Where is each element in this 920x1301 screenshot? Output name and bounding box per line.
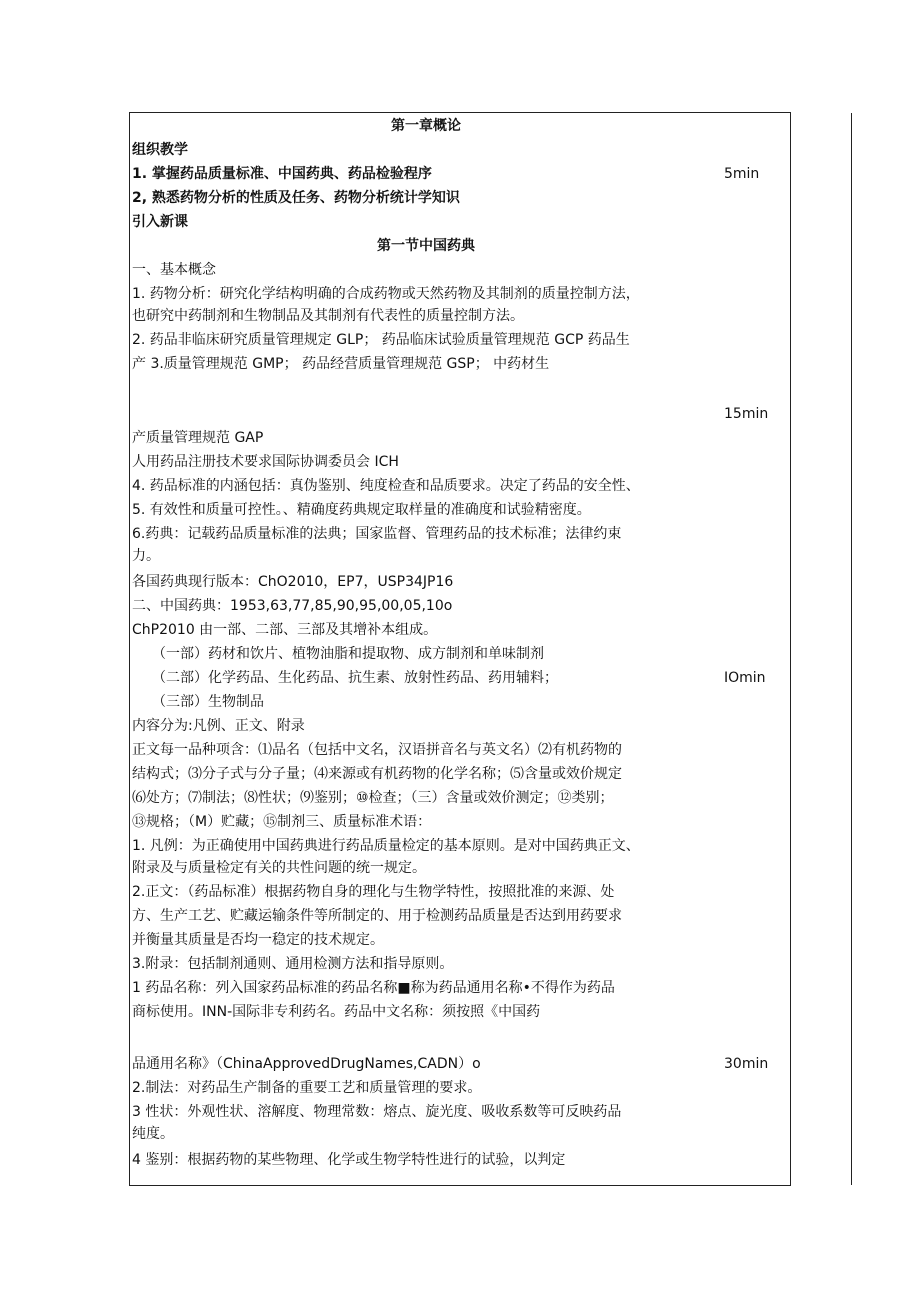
text-line: （三部）生物制品 xyxy=(152,694,264,710)
text-line: 产 3.质量管理规范 GMP； 药品经营质量管理规范 GSP； 中药材生 xyxy=(132,356,550,372)
text-line: 1 药品名称：列入国家药品标准的药品名称■称为药品通用名称•不得作为药品 xyxy=(132,980,615,996)
lesson-plan-table xyxy=(129,112,791,1186)
content-column xyxy=(130,113,722,1185)
text-line: 组织教学 xyxy=(132,142,188,158)
text-line: 品通用名称》（ChinaApprovedDrugNames,CADN）o xyxy=(132,1056,481,1072)
text-line: 3.附录：包括制剂通则、通用检测方法和指导原则。 xyxy=(132,956,454,972)
text-line: 正文每一品种项含：⑴品名（包括中文名，汉语拼音名与英文名）⑵有机药物的 xyxy=(132,742,622,758)
text-line: 引入新课 xyxy=(132,214,188,230)
time-label: 5min xyxy=(724,166,760,182)
section-title: 第一节中国药典 xyxy=(377,238,475,254)
text-line: ⑹处方；⑺制法；⑻性状；⑼鉴别；⑩检查；（三）含量或效价测定；⑫类别； xyxy=(132,790,614,806)
text-line: ⑬规格；（M）贮藏；⑮制剂三、质量标准术语： xyxy=(132,814,432,830)
text-line: 1. 掌握药品质量标准、中国药典、药品检验程序 xyxy=(132,166,432,182)
text-line: 2.正文：（药品标准）根据药物自身的理化与生物学特性，按照批准的来源、处 xyxy=(132,884,615,900)
time-label: IOmin xyxy=(724,670,766,686)
text-line: 人用药品注册技术要求国际协调委员会 ICH xyxy=(132,454,399,470)
text-line: 一、基本概念 xyxy=(132,262,216,278)
text-line: 并衡量其质量是否均一稳定的技术规定。 xyxy=(132,932,384,948)
time-label: 15min xyxy=(724,406,769,422)
text-line: 附录及与质量检定有关的共性问题的统一规定。 xyxy=(132,860,426,876)
text-line: （一部）药材和饮片、植物油脂和提取物、成方制剂和单味制剂 xyxy=(152,646,544,662)
text-line: 1. 药物分析：研究化学结构明确的合成药物或天然药物及其制剂的质量控制方法， xyxy=(132,286,640,302)
column-divider xyxy=(851,113,852,1185)
text-line: 2.制法：对药品生产制备的重要工艺和质量管理的要求。 xyxy=(132,1080,482,1096)
text-line: 二、中国药典：1953,63,77,85,90,95,00,05,10o xyxy=(132,598,453,614)
text-line: 4. 药品标准的内涵包括：真伪鉴别、纯度检查和品质要求。决定了药品的安全性、 xyxy=(132,478,640,494)
text-line: 方、生产工艺、贮藏运输条件等所制定的、用于检测药品质量是否达到用药要求 xyxy=(132,908,622,924)
text-line: 1. 凡例：为正确使用中国药典进行药品质量检定的基本原则。是对中国药典正文、 xyxy=(132,838,640,854)
text-line: 4 鉴别：根据药物的某些物理、化学或生物学特性进行的试验，以判定 xyxy=(132,1152,566,1168)
text-line: 产质量管理规范 GAP xyxy=(132,430,264,446)
text-line: 结构式；⑶分子式与分子量；⑷来源或有机药物的化学名称；⑸含量或效价规定 xyxy=(132,766,622,782)
text-line: 3 性状：外观性状、溶解度、物理常数：熔点、旋光度、吸收系数等可反映药品 xyxy=(132,1104,622,1120)
text-line: 也研究中药制剂和生物制品及其制剂有代表性的质量控制方法。 xyxy=(132,308,524,324)
chapter-title: 第一章概论 xyxy=(391,118,461,134)
text-line: 力。 xyxy=(132,548,160,564)
text-line: 2. 药品非临床研究质量管理规定 GLP； 药品临床试验质量管理规范 GCP 药品生 xyxy=(132,332,630,348)
text-line: 内容分为:凡例、正文、附录 xyxy=(132,718,305,734)
text-line: 商标使用。INN-国际非专利药名。药品中文名称：须按照《中国药 xyxy=(132,1004,541,1020)
text-line: 6.药典：记载药品质量标准的法典；国家监督、管理药品的技术标准；法律约束 xyxy=(132,526,622,542)
text-line: ChP2010 由一部、二部、三部及其增补本组成。 xyxy=(132,622,438,638)
text-line: 各国药典现行版本：ChO2010，EP7，USP34JP16 xyxy=(132,574,454,590)
text-line: 5. 有效性和质量可控性。、精确度药典规定取样量的准确度和试验精密度。 xyxy=(132,502,591,518)
text-line: 纯度。 xyxy=(132,1126,174,1142)
text-line: 2, 熟悉药物分析的性质及任务、药物分析统计学知识 xyxy=(132,190,460,206)
time-label: 30min xyxy=(724,1056,769,1072)
text-line: （二部）化学药品、生化药品、抗生素、放射性药品、药用辅料； xyxy=(152,670,558,686)
